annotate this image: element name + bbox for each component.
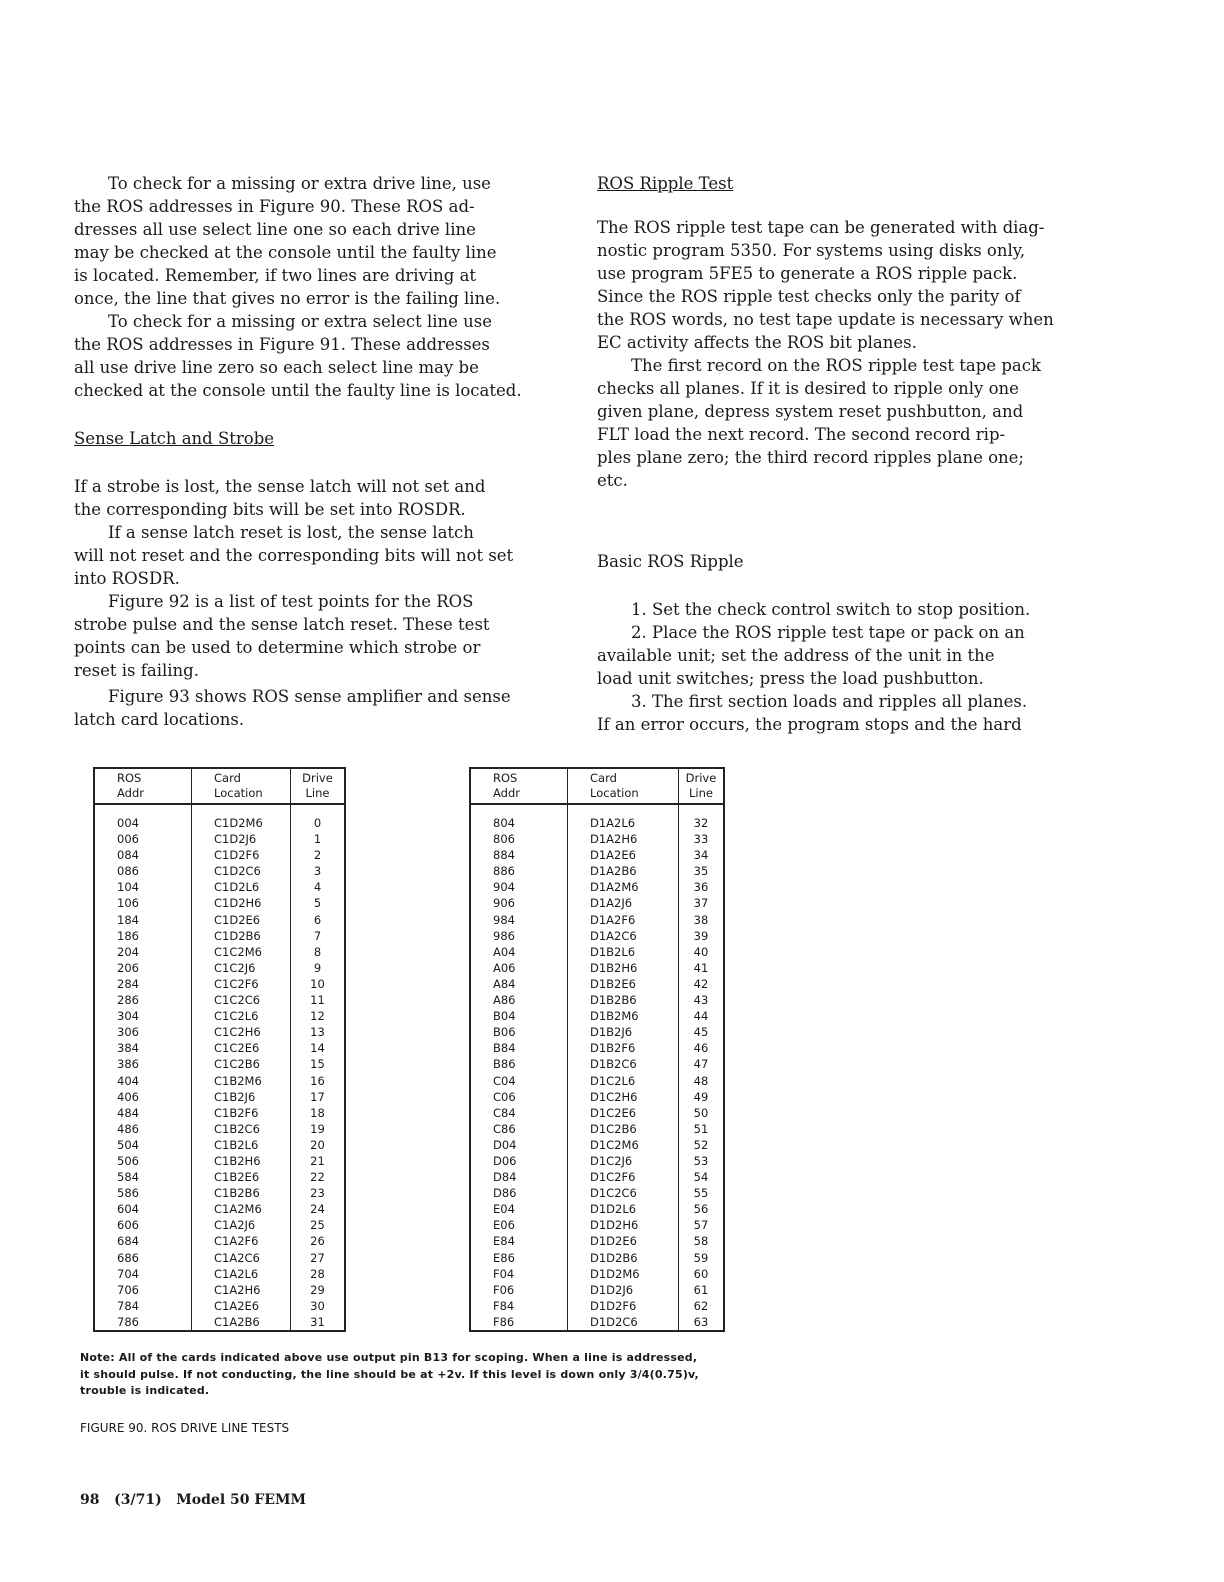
table-row bbox=[470, 831, 724, 847]
drive-line-cell: 26 bbox=[310, 1234, 325, 1249]
card-location-cell: C1C2J6 bbox=[192, 960, 291, 976]
paragraph-first-record: The first record on the ROS ripple test tape pack checks all planes. If it is desired to ripple only one given plane, depress system reset pushbutton, and FLT load the next record. The second record rip- ples plane zero; the third record ripples plane one; etc. bbox=[597, 356, 1041, 490]
table-row bbox=[470, 1185, 724, 1201]
ros-addr-cell: A06 bbox=[470, 960, 568, 976]
ros-addr-cell: 806 bbox=[470, 831, 568, 847]
table-row bbox=[470, 804, 724, 831]
ros-addr-cell: 984 bbox=[470, 912, 568, 928]
card-location-cell: C1D2M6 bbox=[192, 804, 291, 831]
section-heading-ros-ripple-test: ROS Ripple Test bbox=[597, 174, 734, 193]
table-row bbox=[94, 912, 345, 928]
table-row bbox=[470, 879, 724, 895]
card-location-cell: C1A2J6 bbox=[192, 1217, 291, 1233]
ros-addr-cell: C86 bbox=[470, 1121, 568, 1137]
ros-addr-cell: 986 bbox=[470, 928, 568, 944]
paragraph-figure-93: Figure 93 shows ROS sense amplifier and sense latch card locations. bbox=[74, 687, 511, 729]
drive-line-cell: 55 bbox=[693, 1186, 709, 1201]
ros-addr-cell: B04 bbox=[470, 1008, 568, 1024]
paragraph-figure-92: Figure 92 is a list of test points for the ROS strobe pulse and the sense latch reset. These test points can be used to determine which strobe or reset is failing. bbox=[74, 592, 490, 680]
card-location-cell: D1B2L6 bbox=[568, 944, 679, 960]
header-card-location: Card Location bbox=[568, 768, 679, 804]
card-location-cell: D1B2F6 bbox=[568, 1040, 679, 1056]
ros-addr-cell: 804 bbox=[470, 804, 568, 831]
card-location-cell: D1C2L6 bbox=[568, 1073, 679, 1089]
ros-addr-cell: D06 bbox=[470, 1153, 568, 1169]
table-row bbox=[94, 1137, 345, 1153]
drive-line-cell: 39 bbox=[693, 928, 709, 943]
drive-line-cell: 43 bbox=[693, 993, 709, 1008]
card-location-cell: D1B2E6 bbox=[568, 976, 679, 992]
table-row bbox=[94, 863, 345, 879]
card-location-cell: C1B2L6 bbox=[192, 1137, 291, 1153]
ros-addr-cell: 506 bbox=[94, 1153, 192, 1169]
table-row bbox=[94, 1185, 345, 1201]
drive-line-cell: 41 bbox=[693, 960, 709, 975]
drive-line-cell: 53 bbox=[693, 1153, 709, 1168]
ros-addr-cell: 284 bbox=[94, 976, 192, 992]
card-location-cell: C1D2L6 bbox=[192, 879, 291, 895]
card-location-cell: D1B2M6 bbox=[568, 1008, 679, 1024]
ros-addr-cell: 486 bbox=[94, 1121, 192, 1137]
ros-addr-cell: 504 bbox=[94, 1137, 192, 1153]
table-row bbox=[470, 1073, 724, 1089]
card-location-cell: D1D2B6 bbox=[568, 1250, 679, 1266]
header-drive-line: Drive Line bbox=[679, 768, 725, 804]
table-row bbox=[470, 1089, 724, 1105]
drive-line-cell: 12 bbox=[310, 1009, 325, 1024]
card-location-cell: C1B2E6 bbox=[192, 1169, 291, 1185]
card-location-cell: C1C2E6 bbox=[192, 1040, 291, 1056]
card-location-cell: D1A2M6 bbox=[568, 879, 679, 895]
table-row bbox=[94, 976, 345, 992]
card-location-cell: C1C2F6 bbox=[192, 976, 291, 992]
card-location-cell: D1C2H6 bbox=[568, 1089, 679, 1105]
page-footer: 98 (3/71) Model 50 FEMM bbox=[80, 1492, 306, 1508]
card-location-cell: D1A2E6 bbox=[568, 847, 679, 863]
table-row bbox=[94, 804, 345, 831]
drive-line-cell: 49 bbox=[693, 1089, 709, 1104]
header-ros-addr: ROS Addr bbox=[470, 768, 568, 804]
ros-addr-cell: B06 bbox=[470, 1024, 568, 1040]
ros-addr-cell: 304 bbox=[94, 1008, 192, 1024]
ros-addr-cell: A84 bbox=[470, 976, 568, 992]
ros-addr-cell: C06 bbox=[470, 1089, 568, 1105]
card-location-cell: D1A2L6 bbox=[568, 804, 679, 831]
drive-line-table-left bbox=[93, 767, 346, 1332]
table-row bbox=[94, 992, 345, 1008]
figure-caption: FIGURE 90. ROS DRIVE LINE TESTS bbox=[80, 1421, 290, 1435]
table-row bbox=[94, 1073, 345, 1089]
drive-line-cell: 25 bbox=[310, 1218, 325, 1233]
card-location-cell: C1A2L6 bbox=[192, 1266, 291, 1282]
drive-line-cell: 1 bbox=[313, 832, 322, 847]
card-location-cell: C1C2M6 bbox=[192, 944, 291, 960]
drive-line-cell: 24 bbox=[310, 1202, 325, 1217]
card-location-cell: D1B2B6 bbox=[568, 992, 679, 1008]
table-row bbox=[470, 1217, 724, 1233]
table-row bbox=[470, 1314, 724, 1331]
ros-addr-cell: B84 bbox=[470, 1040, 568, 1056]
table-row bbox=[94, 1250, 345, 1266]
table-row bbox=[94, 1153, 345, 1169]
card-location-cell: C1A2M6 bbox=[192, 1201, 291, 1217]
ros-addr-cell: 404 bbox=[94, 1073, 192, 1089]
table-row bbox=[470, 1024, 724, 1040]
drive-line-cell: 59 bbox=[693, 1250, 709, 1265]
ros-addr-cell: 184 bbox=[94, 912, 192, 928]
ros-addr-cell: 106 bbox=[94, 895, 192, 911]
card-location-cell: C1C2H6 bbox=[192, 1024, 291, 1040]
card-location-cell: C1B2M6 bbox=[192, 1073, 291, 1089]
table-row bbox=[470, 944, 724, 960]
ros-addr-cell: 004 bbox=[94, 804, 192, 831]
drive-line-cell: 60 bbox=[693, 1266, 709, 1281]
drive-line-cell: 32 bbox=[693, 816, 709, 830]
drive-line-cell: 50 bbox=[693, 1105, 709, 1120]
drive-line-cell: 45 bbox=[693, 1025, 709, 1040]
ros-addr-cell: 104 bbox=[94, 879, 192, 895]
table-row bbox=[94, 847, 345, 863]
card-location-cell: D1D2H6 bbox=[568, 1217, 679, 1233]
table-row bbox=[470, 895, 724, 911]
table-row bbox=[94, 944, 345, 960]
table-row bbox=[94, 831, 345, 847]
card-location-cell: C1D2B6 bbox=[192, 928, 291, 944]
drive-line-cell: 61 bbox=[693, 1282, 709, 1297]
drive-line-cell: 19 bbox=[310, 1121, 325, 1136]
drive-line-cell: 27 bbox=[310, 1250, 325, 1265]
table-row bbox=[470, 847, 724, 863]
table-row bbox=[94, 1040, 345, 1056]
ros-addr-cell: 306 bbox=[94, 1024, 192, 1040]
card-location-cell: C1A2B6 bbox=[192, 1314, 291, 1331]
table-row bbox=[94, 928, 345, 944]
paragraph-select-line-check: To check for a missing or extra select line use the ROS addresses in Figure 91. These addresses all use drive line zero so each select line may be checked at the console until the faulty line is located. bbox=[74, 312, 522, 400]
drive-line-cell: 44 bbox=[693, 1009, 709, 1024]
ros-addr-cell: 086 bbox=[94, 863, 192, 879]
table-row bbox=[94, 1298, 345, 1314]
ros-addr-cell: A86 bbox=[470, 992, 568, 1008]
card-location-cell: D1A2C6 bbox=[568, 928, 679, 944]
card-location-cell: D1B2H6 bbox=[568, 960, 679, 976]
subheading-basic-ros-ripple: Basic ROS Ripple bbox=[597, 552, 744, 571]
ros-addr-cell: 904 bbox=[470, 879, 568, 895]
card-location-cell: D1C2E6 bbox=[568, 1105, 679, 1121]
drive-line-cell: 17 bbox=[310, 1089, 325, 1104]
table-row bbox=[470, 1282, 724, 1298]
table-row bbox=[470, 976, 724, 992]
card-location-cell: C1D2E6 bbox=[192, 912, 291, 928]
drive-line-cell: 16 bbox=[310, 1073, 325, 1088]
ros-addr-cell: 686 bbox=[94, 1250, 192, 1266]
ros-addr-cell: 886 bbox=[470, 863, 568, 879]
drive-line-cell: 52 bbox=[693, 1137, 709, 1152]
ros-addr-cell: 006 bbox=[94, 831, 192, 847]
drive-line-cell: 10 bbox=[310, 976, 325, 991]
ros-addr-cell: 706 bbox=[94, 1282, 192, 1298]
step-3: 3. The first section loads and ripples all planes. If an error occurs, the program stops and the hard bbox=[597, 692, 1028, 734]
ros-addr-cell: B86 bbox=[470, 1056, 568, 1072]
ros-addr-cell: 606 bbox=[94, 1217, 192, 1233]
ros-addr-cell: 204 bbox=[94, 944, 192, 960]
table-row bbox=[470, 1105, 724, 1121]
table-row bbox=[94, 1169, 345, 1185]
right-column bbox=[597, 172, 1079, 736]
ros-addr-cell: 186 bbox=[94, 928, 192, 944]
drive-line-cell: 58 bbox=[693, 1234, 709, 1249]
ros-addr-cell: C84 bbox=[470, 1105, 568, 1121]
ros-addr-cell: F04 bbox=[470, 1266, 568, 1282]
card-location-cell: D1D2J6 bbox=[568, 1282, 679, 1298]
table-row bbox=[94, 895, 345, 911]
card-location-cell: D1A2J6 bbox=[568, 895, 679, 911]
drive-line-cell: 5 bbox=[313, 896, 322, 911]
header-ros-addr: ROS Addr bbox=[94, 768, 192, 804]
ros-addr-cell: 684 bbox=[94, 1233, 192, 1249]
table-row bbox=[94, 960, 345, 976]
paragraph-strobe-lost: If a strobe is lost, the sense latch will not set and the corresponding bits will be set into ROSDR. bbox=[74, 477, 486, 519]
drive-line-cell: 34 bbox=[693, 848, 709, 863]
header-card-location: Card Location bbox=[192, 768, 291, 804]
table-body-right bbox=[470, 804, 724, 1331]
paragraph-ripple-tape: The ROS ripple test tape can be generated with diag- nostic program 5350. For systems using disks only, use program 5FE5 to generate a ROS ripple pack. Since the ROS ripple test checks only the parity of the ROS words, no test tape update is necessary when EC activity affects the ROS bit planes. bbox=[597, 218, 1054, 352]
drive-line-cell: 0 bbox=[313, 816, 322, 830]
drive-line-cell: 2 bbox=[313, 848, 322, 863]
card-location-cell: D1A2H6 bbox=[568, 831, 679, 847]
drive-line-cell: 63 bbox=[693, 1314, 709, 1329]
drive-line-cell: 21 bbox=[310, 1153, 325, 1168]
card-location-cell: C1B2C6 bbox=[192, 1121, 291, 1137]
drive-line-cell: 7 bbox=[313, 928, 322, 943]
table-row bbox=[470, 1121, 724, 1137]
ros-addr-cell: 584 bbox=[94, 1169, 192, 1185]
ros-addr-cell: D86 bbox=[470, 1185, 568, 1201]
ros-addr-cell: 784 bbox=[94, 1298, 192, 1314]
ros-addr-cell: A04 bbox=[470, 944, 568, 960]
card-location-cell: C1D2C6 bbox=[192, 863, 291, 879]
drive-line-cell: 20 bbox=[310, 1137, 325, 1152]
drive-line-cell: 46 bbox=[693, 1041, 709, 1056]
table-row bbox=[470, 863, 724, 879]
drive-line-cell: 22 bbox=[310, 1170, 325, 1185]
table-row bbox=[94, 1282, 345, 1298]
drive-line-cell: 48 bbox=[693, 1073, 709, 1088]
ros-addr-cell: 906 bbox=[470, 895, 568, 911]
drive-line-cell: 18 bbox=[310, 1105, 325, 1120]
table-row bbox=[470, 1201, 724, 1217]
ros-addr-cell: 884 bbox=[470, 847, 568, 863]
drive-line-cell: 23 bbox=[310, 1186, 325, 1201]
table-row bbox=[470, 1137, 724, 1153]
ros-addr-cell: 484 bbox=[94, 1105, 192, 1121]
table-row bbox=[94, 1121, 345, 1137]
ros-addr-cell: 084 bbox=[94, 847, 192, 863]
drive-line-cell: 42 bbox=[693, 976, 709, 991]
table-row bbox=[94, 1314, 345, 1331]
drive-line-cell: 28 bbox=[310, 1266, 325, 1281]
drive-line-cell: 15 bbox=[310, 1057, 325, 1072]
ros-addr-cell: C04 bbox=[470, 1073, 568, 1089]
table-row bbox=[94, 1266, 345, 1282]
card-location-cell: D1D2C6 bbox=[568, 1314, 679, 1331]
table-row bbox=[470, 1169, 724, 1185]
table-row bbox=[470, 1233, 724, 1249]
card-location-cell: D1D2M6 bbox=[568, 1266, 679, 1282]
card-location-cell: C1C2C6 bbox=[192, 992, 291, 1008]
step-1: 1. Set the check control switch to stop position. bbox=[631, 600, 1031, 619]
ros-addr-cell: F86 bbox=[470, 1314, 568, 1331]
ros-addr-cell: 786 bbox=[94, 1314, 192, 1331]
ros-addr-cell: E86 bbox=[470, 1250, 568, 1266]
card-location-cell: C1A2C6 bbox=[192, 1250, 291, 1266]
table-row bbox=[94, 1008, 345, 1024]
table-row bbox=[94, 1056, 345, 1072]
ros-addr-cell: F06 bbox=[470, 1282, 568, 1298]
ros-addr-cell: 406 bbox=[94, 1089, 192, 1105]
section-heading-sense-latch: Sense Latch and Strobe bbox=[74, 429, 275, 448]
drive-line-cell: 40 bbox=[693, 944, 709, 959]
card-location-cell: C1B2B6 bbox=[192, 1185, 291, 1201]
drive-line-cell: 14 bbox=[310, 1041, 325, 1056]
table-row bbox=[470, 1298, 724, 1314]
table-row bbox=[94, 1217, 345, 1233]
ros-addr-cell: D84 bbox=[470, 1169, 568, 1185]
drive-line-cell: 35 bbox=[693, 864, 709, 879]
ros-addr-cell: E04 bbox=[470, 1201, 568, 1217]
card-location-cell: C1C2B6 bbox=[192, 1056, 291, 1072]
table-row bbox=[94, 1024, 345, 1040]
card-location-cell: D1A2F6 bbox=[568, 912, 679, 928]
ros-addr-cell: 604 bbox=[94, 1201, 192, 1217]
drive-line-cell: 4 bbox=[313, 880, 322, 895]
drive-line-cell: 30 bbox=[310, 1298, 325, 1313]
table-row bbox=[470, 992, 724, 1008]
table-row bbox=[470, 1008, 724, 1024]
drive-line-cell: 36 bbox=[693, 880, 709, 895]
card-location-cell: C1B2F6 bbox=[192, 1105, 291, 1121]
table-note: Note: All of the cards indicated above use output pin B13 for scoping. When a line is addressed, it should pulse. If not conducting, the line should be at +2v. If this level is down only 3/4(0.75)v, trouble is indicated. bbox=[80, 1351, 699, 1397]
card-location-cell: D1B2J6 bbox=[568, 1024, 679, 1040]
table-row bbox=[470, 1153, 724, 1169]
ros-addr-cell: 586 bbox=[94, 1185, 192, 1201]
drive-line-cell: 3 bbox=[313, 864, 322, 879]
table-row bbox=[94, 1089, 345, 1105]
card-location-cell: C1D2J6 bbox=[192, 831, 291, 847]
drive-line-cell: 54 bbox=[693, 1170, 709, 1185]
drive-line-cell: 33 bbox=[693, 832, 709, 847]
card-location-cell: C1A2F6 bbox=[192, 1233, 291, 1249]
drive-line-cell: 37 bbox=[693, 896, 709, 911]
ros-addr-cell: 704 bbox=[94, 1266, 192, 1282]
card-location-cell: C1A2E6 bbox=[192, 1298, 291, 1314]
ros-addr-cell: D04 bbox=[470, 1137, 568, 1153]
card-location-cell: D1D2L6 bbox=[568, 1201, 679, 1217]
ros-addr-cell: F84 bbox=[470, 1298, 568, 1314]
table-row bbox=[470, 928, 724, 944]
card-location-cell: C1B2J6 bbox=[192, 1089, 291, 1105]
drive-line-cell: 9 bbox=[313, 960, 322, 975]
ros-addr-cell: E06 bbox=[470, 1217, 568, 1233]
ros-addr-cell: 384 bbox=[94, 1040, 192, 1056]
step-2: 2. Place the ROS ripple test tape or pack on an available unit; set the address of the unit in the load unit switches; press the load pushbutton. bbox=[597, 623, 1025, 688]
table-row bbox=[470, 1056, 724, 1072]
ros-addr-cell: 286 bbox=[94, 992, 192, 1008]
ros-addr-cell: E84 bbox=[470, 1233, 568, 1249]
card-location-cell: D1C2F6 bbox=[568, 1169, 679, 1185]
ros-addr-cell: 386 bbox=[94, 1056, 192, 1072]
card-location-cell: C1B2H6 bbox=[192, 1153, 291, 1169]
table-row bbox=[470, 1250, 724, 1266]
card-location-cell: D1C2J6 bbox=[568, 1153, 679, 1169]
card-location-cell: D1D2E6 bbox=[568, 1233, 679, 1249]
card-location-cell: C1D2F6 bbox=[192, 847, 291, 863]
card-location-cell: D1A2B6 bbox=[568, 863, 679, 879]
left-column bbox=[74, 172, 554, 731]
drive-line-cell: 29 bbox=[310, 1282, 325, 1297]
drive-line-cell: 62 bbox=[693, 1298, 709, 1313]
table-row bbox=[94, 1201, 345, 1217]
drive-line-cell: 47 bbox=[693, 1057, 709, 1072]
ros-addr-cell: 206 bbox=[94, 960, 192, 976]
card-location-cell: C1D2H6 bbox=[192, 895, 291, 911]
drive-line-cell: 38 bbox=[693, 912, 709, 927]
card-location-cell: D1C2B6 bbox=[568, 1121, 679, 1137]
drive-line-cell: 8 bbox=[313, 944, 322, 959]
paragraph-drive-line-check: To check for a missing or extra drive line, use the ROS addresses in Figure 90. These ROS ad- dresses all use select line one so each drive line may be checked at the console until the faulty line is located. Remember, if two lines are driving at once, the line that gives no error is the failing line. bbox=[74, 174, 501, 308]
table-row bbox=[470, 1040, 724, 1056]
table-row bbox=[470, 912, 724, 928]
drive-line-cell: 6 bbox=[313, 912, 322, 927]
header-drive-line: Drive Line bbox=[291, 768, 346, 804]
table-row bbox=[470, 960, 724, 976]
card-location-cell: D1B2C6 bbox=[568, 1056, 679, 1072]
table-row bbox=[94, 1105, 345, 1121]
table-row bbox=[470, 1266, 724, 1282]
card-location-cell: C1A2H6 bbox=[192, 1282, 291, 1298]
drive-line-cell: 51 bbox=[693, 1121, 709, 1136]
drive-line-cell: 31 bbox=[310, 1314, 325, 1329]
paragraph-latch-reset-lost: If a sense latch reset is lost, the sense latch will not reset and the corresponding bits will not set into ROSDR. bbox=[74, 523, 514, 588]
card-location-cell: D1C2M6 bbox=[568, 1137, 679, 1153]
table-row bbox=[94, 1233, 345, 1249]
card-location-cell: D1D2F6 bbox=[568, 1298, 679, 1314]
table-body-left bbox=[94, 804, 345, 1331]
drive-line-cell: 13 bbox=[310, 1025, 325, 1040]
drive-line-cell: 56 bbox=[693, 1202, 709, 1217]
card-location-cell: D1C2C6 bbox=[568, 1185, 679, 1201]
drive-line-table-right bbox=[469, 767, 725, 1332]
drive-line-cell: 57 bbox=[693, 1218, 709, 1233]
drive-line-cell: 11 bbox=[310, 993, 325, 1008]
card-location-cell: C1C2L6 bbox=[192, 1008, 291, 1024]
table-row bbox=[94, 879, 345, 895]
